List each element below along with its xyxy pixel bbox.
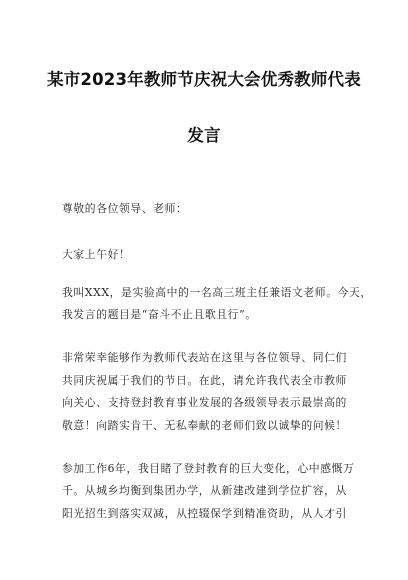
salutation: 尊敬的各位领导、老师：: [62, 202, 188, 215]
paragraph-3-line-1: 参加工作6年，我目睹了登封教育的巨大变化，心中感慨万: [62, 462, 355, 475]
paragraph-1-line-2: 我发言的题目是“奋斗不止且歌且行”。: [62, 308, 257, 321]
paragraph-3-line-2: 千。从城乡均衡到集团办学，从新建改建到学位扩容，从: [62, 484, 347, 497]
paragraph-1-line-1: 我叫XXX，是实验高中的一名高三班主任兼语文老师。今天，: [62, 286, 372, 299]
document-title-line-1: 某市2023年教师节庆祝大会优秀教师代表: [47, 70, 361, 89]
paragraph-3-line-3: 阳光招生到落实双减，从控辍保学到精准资助，从人才引: [62, 507, 347, 520]
paragraph-2-line-2: 共同庆祝属于我们的节日。在此，请允许我代表全市教师: [62, 374, 347, 387]
document-title-line-2: 发言: [187, 126, 221, 145]
paragraph-2-line-1: 非常荣幸能够作为教师代表站在这里与各位领导、同仁们: [62, 351, 347, 364]
paragraph-2-line-4: 敬意！向踏实肯干、无私奉献的老师们致以诚挚的问候！: [62, 419, 347, 432]
greeting: 大家上午好！: [62, 248, 131, 261]
paragraph-2-line-3: 向关心、支持登封教育事业发展的各级领导表示最崇高的: [62, 396, 347, 409]
